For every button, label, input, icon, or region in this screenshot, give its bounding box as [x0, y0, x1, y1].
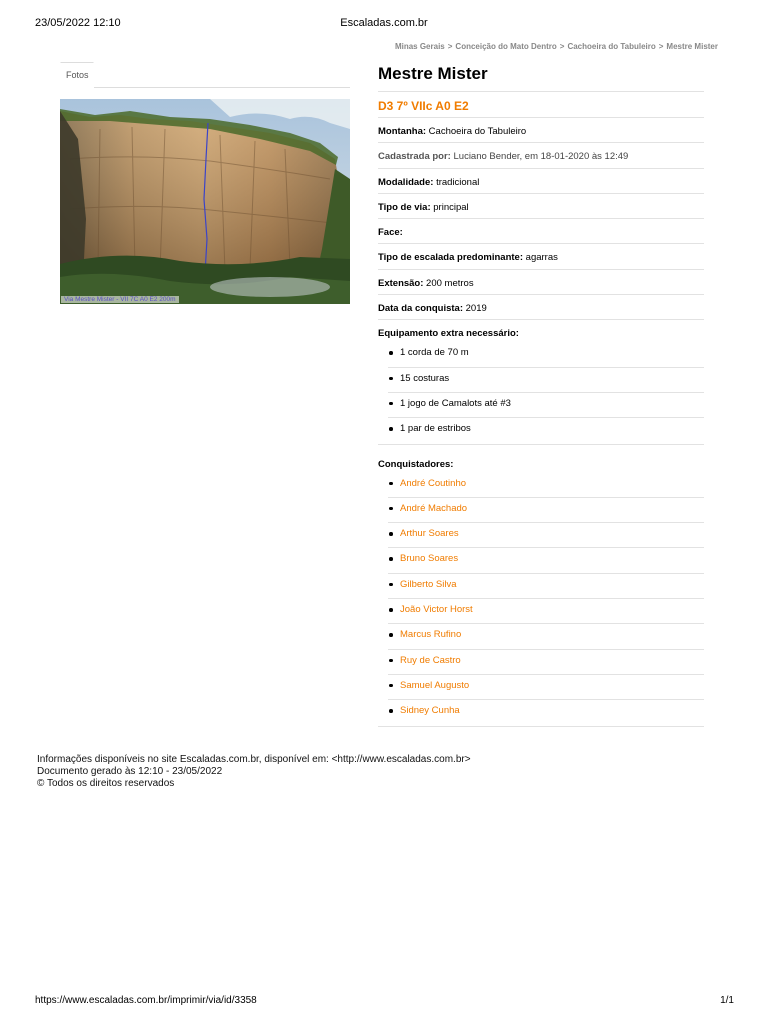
- field-value-modalidade: tradicional: [436, 176, 480, 188]
- conqueror-link[interactable]: André Machado: [388, 498, 704, 523]
- equipment-list: [388, 342, 704, 443]
- print-page-number: 1/1: [720, 995, 734, 1006]
- conqueror-link[interactable]: Arthur Soares: [388, 523, 704, 548]
- breadcrumb: [395, 42, 718, 51]
- breadcrumb-separator: >: [559, 42, 565, 51]
- route-details: [378, 64, 704, 727]
- field-value-data-conquista: 2019: [465, 303, 487, 315]
- field-label: Montanha:: [378, 126, 427, 137]
- field-value-tipo-escalada: agarras: [525, 252, 558, 264]
- conqueror-link[interactable]: Sidney Cunha: [388, 700, 704, 725]
- print-datetime: 23/05/2022 12:10: [35, 17, 121, 29]
- list-item: 15 costuras: [388, 368, 704, 393]
- field-data-conquista: [378, 295, 704, 320]
- site-info-footer: [37, 754, 471, 790]
- breadcrumb-separator: >: [658, 42, 664, 51]
- list-item: 1 corda de 70 m: [388, 342, 704, 367]
- breadcrumb-separator: >: [447, 42, 453, 51]
- list-item: 1 par de estribos: [388, 418, 704, 443]
- equipment-section: [378, 320, 704, 444]
- print-site-title: Escaladas.com.br: [340, 17, 428, 29]
- conqueror-link[interactable]: Gilberto Silva: [388, 574, 704, 599]
- field-modalidade: [378, 169, 704, 194]
- field-tipo-escalada: [378, 244, 704, 269]
- conqueror-link[interactable]: Bruno Soares: [388, 548, 704, 573]
- field-label: Extensão:: [378, 277, 424, 289]
- conqueror-link[interactable]: Ruy de Castro: [388, 650, 704, 675]
- conqueror-link[interactable]: Marcus Rufino: [388, 624, 704, 649]
- print-url: https://www.escaladas.com.br/imprimir/via/id/3358: [35, 995, 257, 1006]
- field-label: Data da conquista:: [378, 303, 463, 315]
- conqueror-link[interactable]: André Coutinho: [388, 473, 704, 498]
- photo-tabbar: [60, 62, 350, 88]
- field-extensao: [378, 270, 704, 295]
- equipment-title: Equipamento extra necessário:: [378, 328, 519, 340]
- field-montanha: [378, 118, 704, 143]
- conqueror-link[interactable]: João Victor Horst: [388, 599, 704, 624]
- field-label: Face:: [378, 227, 403, 239]
- footer-source-line: Informações disponíveis no site Escaladas.com.br, disponível em: <http://www.escaladas.com.br>: [37, 754, 471, 765]
- conqueror-link[interactable]: Samuel Augusto: [388, 675, 704, 700]
- breadcrumb-item-mountain[interactable]: Cachoeira do Tabuleiro: [567, 42, 656, 51]
- field-face: [378, 219, 704, 244]
- footer-generated-line: Documento gerado às 12:10 - 23/05/2022: [37, 766, 223, 777]
- breadcrumb-item-city[interactable]: Conceição do Mato Dentro: [455, 42, 557, 51]
- conquerors-section: [378, 445, 704, 727]
- field-label: Cadastrada por:: [378, 151, 451, 163]
- footer-copyright-line: © Todos os direitos reservados: [37, 778, 175, 789]
- field-tipo-via: [378, 194, 704, 219]
- photo-caption[interactable]: Via Mestre Mister - VII 7C A0 E2 200m: [61, 296, 179, 303]
- field-label: Modalidade:: [378, 176, 434, 188]
- route-photo[interactable]: [60, 99, 350, 304]
- conquerors-title: Conquistadores:: [378, 458, 454, 470]
- route-grade: D3 7º VIIc A0 E2: [378, 92, 704, 118]
- field-value-montanha: Cachoeira do Tabuleiro: [428, 126, 527, 137]
- route-title: Mestre Mister: [378, 64, 704, 92]
- cliff-photo-image: [60, 99, 350, 304]
- field-label: Tipo de via:: [378, 201, 431, 213]
- breadcrumb-item-state[interactable]: Minas Gerais: [394, 42, 445, 51]
- photo-panel: [60, 62, 350, 304]
- field-value-tipo-via: principal: [433, 201, 469, 213]
- tab-fotos[interactable]: Fotos: [60, 62, 94, 88]
- field-value-extensao: 200 metros: [426, 277, 474, 289]
- field-cadastrada: [378, 143, 704, 168]
- conquerors-list: [388, 473, 704, 726]
- field-label: Tipo de escalada predominante:: [378, 252, 524, 264]
- list-item: 1 jogo de Camalots até #3: [388, 393, 704, 418]
- breadcrumb-item-route: Mestre Mister: [666, 42, 718, 51]
- field-value-cadastrada: Luciano Bender, em 18-01-2020 às 12:49: [453, 151, 629, 163]
